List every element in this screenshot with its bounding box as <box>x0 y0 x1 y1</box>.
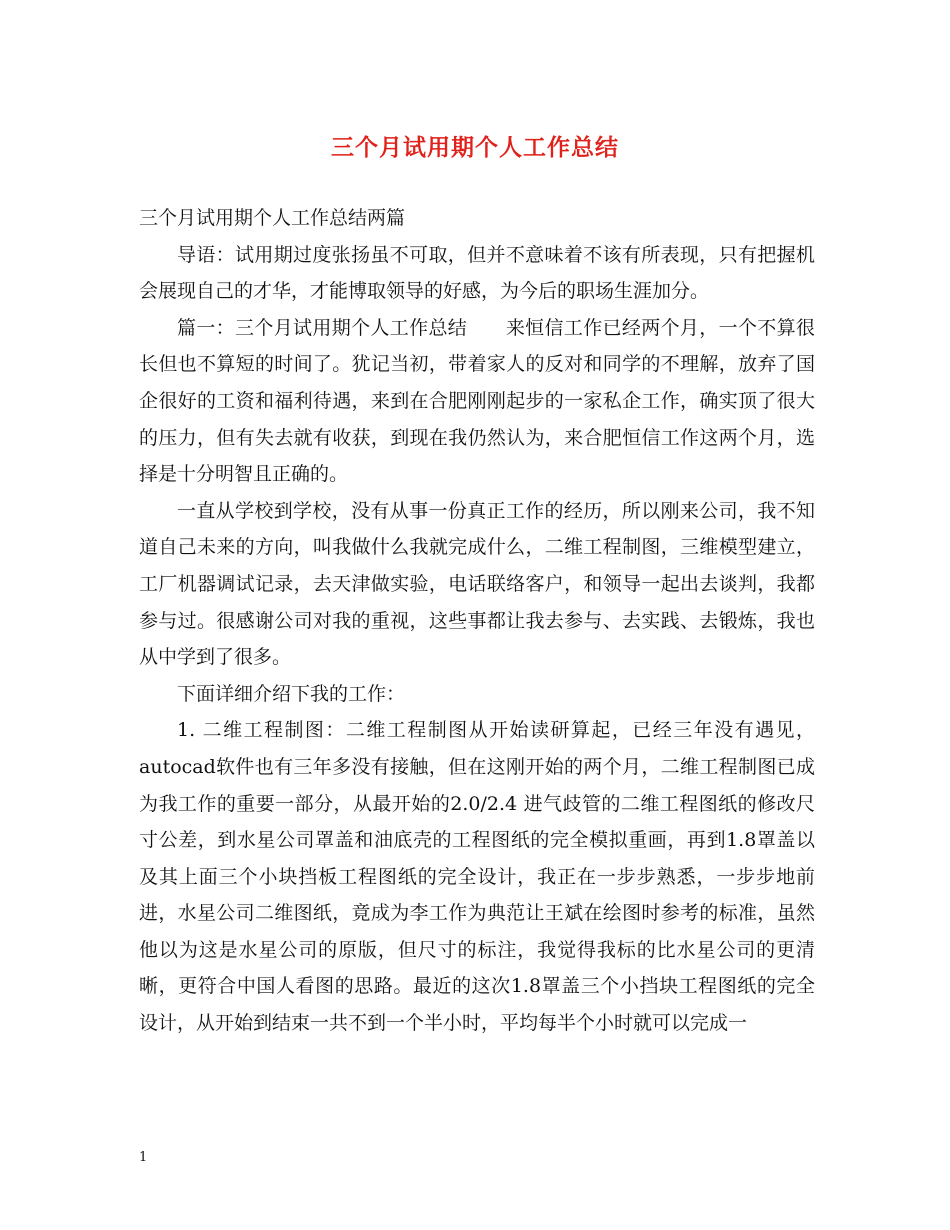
page-number: 1 <box>139 1150 148 1165</box>
body-paragraph: 下面详细介绍下我的工作： <box>177 682 406 705</box>
intro-paragraph: 导语：试用期过度张扬虽不可取，但并不意味着不该有所表现，只有把握机会展现自己的才华，才能博取领导的好感，为今后的职场生涯加分。 <box>139 243 815 303</box>
document-title: 三个月试用期个人工作总结 <box>331 134 619 161</box>
body-paragraph: 篇一：三个月试用期个人工作总结 来恒信工作已经两个月，一个不算很长但也不算短的时间了。犹记当初，带着家人的反对和同学的不理解，放弃了国企很好的工资和福利待遇，来到在合肥刚刚起步的一家私企工作，确实顶了很大的压力，但有失去就有收获，到现在我仍然认为，来合肥恒信工作这两个月，选择是十分明智且正确的。 <box>139 316 815 486</box>
body-paragraph: 一直从学校到学校，没有从事一份真正工作的经历，所以刚来公司，我不知道自己未来的方向，叫我做什么我就完成什么，二维工程制图，三维模型建立，工厂机器调试记录，去天津做实验，电话联络客户，和领导一起出去谈判，我都参与过。很感谢公司对我的重视，这些事都让我去参与、去实践、去锻炼，我也从中学到了很多。 <box>139 499 815 669</box>
document-body <box>139 200 815 1042</box>
subtitle-paragraph: 三个月试用期个人工作总结两篇 <box>139 207 406 229</box>
body-paragraph: 1. 二维工程制图：二维工程制图从开始读研算起，已经三年没有遇见，autocad软件也有三年多没有接触，但在这刚开始的两个月，二维工程制图已成为我工作的重要一部分，从最开始的2.0/2.4 进气歧管的二维工程图纸的修改尺寸公差，到水星公司罩盖和油底壳的工程图纸的完全模拟重画，再到1.8罩盖以及其上面三个小块挡板工程图纸的完全设计，我正在一步步熟悉，一步步地前进，水星公司二维图纸，竟成为李工作为典范让王斌在绘图时参考的标准，虽然他以为这是水星公司的原版，但尺寸的标注，我觉得我标的比水星公司的更清晰，更符合中国人看图的思路。最近的这次1.8罩盖三个小挡块工程图纸的完全设计，从开始到结束一共不到一个半小时，平均每半个小时就可以完成一 <box>139 719 815 1035</box>
